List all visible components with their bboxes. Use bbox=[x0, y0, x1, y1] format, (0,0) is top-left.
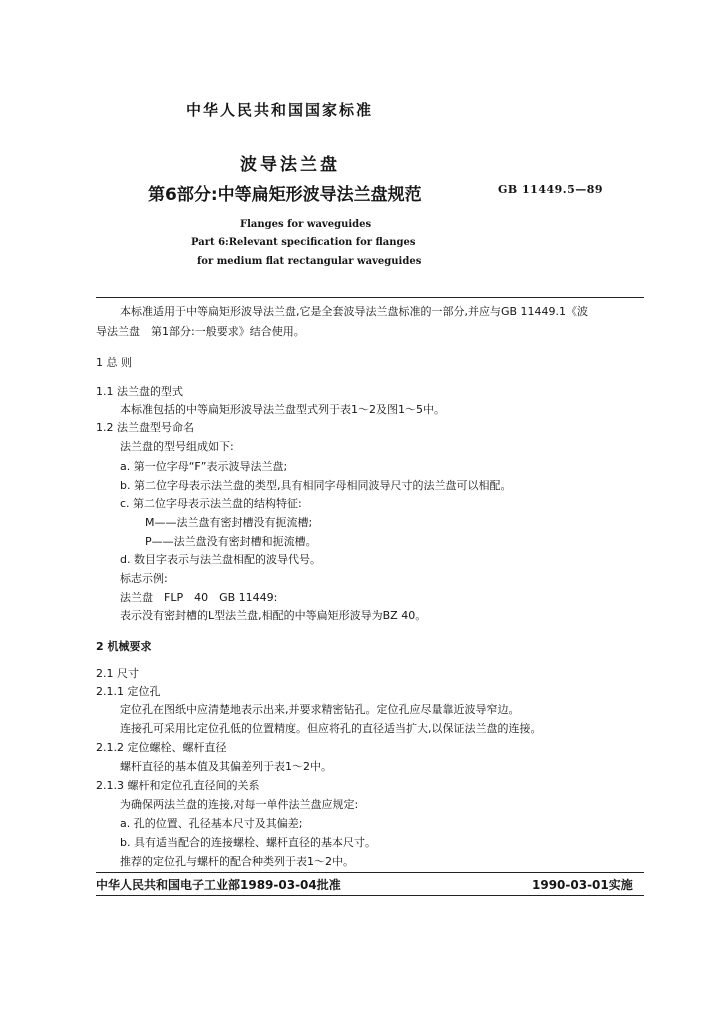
list-item-b: b. 第二位字母表示法兰盘的类型,具有相同字母相同波导尺寸的法兰盘可以相配。 bbox=[120, 479, 512, 492]
example-description: 表示没有密封槽的L型法兰盘,相配的中等扁矩形波导为BZ 40。 bbox=[120, 609, 427, 622]
section-1-heading: 1 总 则 bbox=[96, 356, 132, 369]
section-1-1-heading: 1.1 法兰盘的型式 bbox=[96, 385, 183, 398]
section-2-heading: 2 机械要求 bbox=[96, 640, 152, 653]
standard-code: GB 11449.5—89 bbox=[498, 183, 604, 196]
english-title-line-2: Part 6:Relevant specification for flanges bbox=[191, 237, 416, 248]
example-label: 标志示例: bbox=[120, 572, 168, 585]
implementation-date: 1990-03-01实施 bbox=[532, 878, 633, 892]
section-1-2-text: 法兰盘的型号组成如下: bbox=[120, 440, 234, 453]
section-2-1-2-heading: 2.1.2 定位螺栓、螺杆直径 bbox=[96, 741, 227, 754]
header-divider bbox=[96, 297, 644, 298]
document-subtitle: 第6部分:中等扁矩形波导法兰盘规范 bbox=[148, 185, 422, 205]
section-2-1-3-text: 为确保两法兰盘的连接,对每一单件法兰盘应规定: bbox=[120, 798, 359, 811]
intro-paragraph-line-1: 本标准适用于中等扁矩形波导法兰盘,它是全套波导法兰盘标准的一部分,并应与GB 11449.1《波 bbox=[120, 305, 589, 318]
intro-paragraph-line-2: 导法兰盘 第1部分:一般要求》结合使用。 bbox=[96, 325, 305, 338]
section-2-1-1-text-2: 连接孔可采用比定位孔低的位置精度。但应将孔的直径适当扩大,以保证法兰盘的连接。 bbox=[120, 722, 542, 735]
section-2-1-2-text: 螺杆直径的基本值及其偏差列于表1～2中。 bbox=[120, 760, 332, 773]
list-item-a: a. 第一位字母“F”表示波导法兰盘; bbox=[120, 460, 288, 473]
example-code: 法兰盘 FLP 40 GB 11449: bbox=[120, 591, 278, 604]
section-2-1-3-closing: 推荐的定位孔与螺杆的配合种类列于表1～2中。 bbox=[120, 855, 354, 868]
list-item-c-p: P——法兰盘没有密封槽和扼流槽。 bbox=[145, 535, 317, 548]
english-title-line-1: Flanges for waveguides bbox=[240, 219, 372, 230]
section-2-1-3-heading: 2.1.3 螺杆和定位孔直径间的关系 bbox=[96, 779, 260, 792]
section-2-1-3-item-a: a. 孔的位置、孔径基本尺寸及其偏差; bbox=[120, 817, 303, 830]
list-item-c: c. 第二位字母表示法兰盘的结构特征: bbox=[120, 497, 302, 510]
section-2-1-3-item-b: b. 具有适当配合的连接螺栓、螺杆直径的基本尺寸。 bbox=[120, 836, 376, 849]
list-item-c-m: M——法兰盘有密封槽没有扼流槽; bbox=[145, 516, 313, 529]
approval-info: 中华人民共和国电子工业部1989-03-04批准 bbox=[96, 878, 341, 892]
list-item-d: d. 数目字表示与法兰盘相配的波导代号。 bbox=[120, 553, 321, 566]
footer-divider bbox=[96, 872, 644, 873]
section-2-1-heading: 2.1 尺寸 bbox=[96, 667, 139, 680]
section-1-1-text: 本标准包括的中等扁矩形波导法兰盘型式列于表1～2及图1～5中。 bbox=[120, 403, 445, 416]
footer-bottom-rule bbox=[96, 895, 644, 896]
english-title-line-3: for medium flat rectangular waveguides bbox=[197, 256, 422, 267]
section-1-2-heading: 1.2 法兰盘型号命名 bbox=[96, 421, 194, 434]
issuing-body: 中华人民共和国国家标准 bbox=[186, 101, 374, 119]
section-2-1-1-heading: 2.1.1 定位孔 bbox=[96, 685, 161, 698]
document-title: 波导法兰盘 bbox=[240, 155, 340, 175]
section-2-1-1-text-1: 定位孔在图纸中应清楚地表示出来,并要求精密钻孔。定位孔应尽量靠近波导窄边。 bbox=[120, 703, 520, 716]
